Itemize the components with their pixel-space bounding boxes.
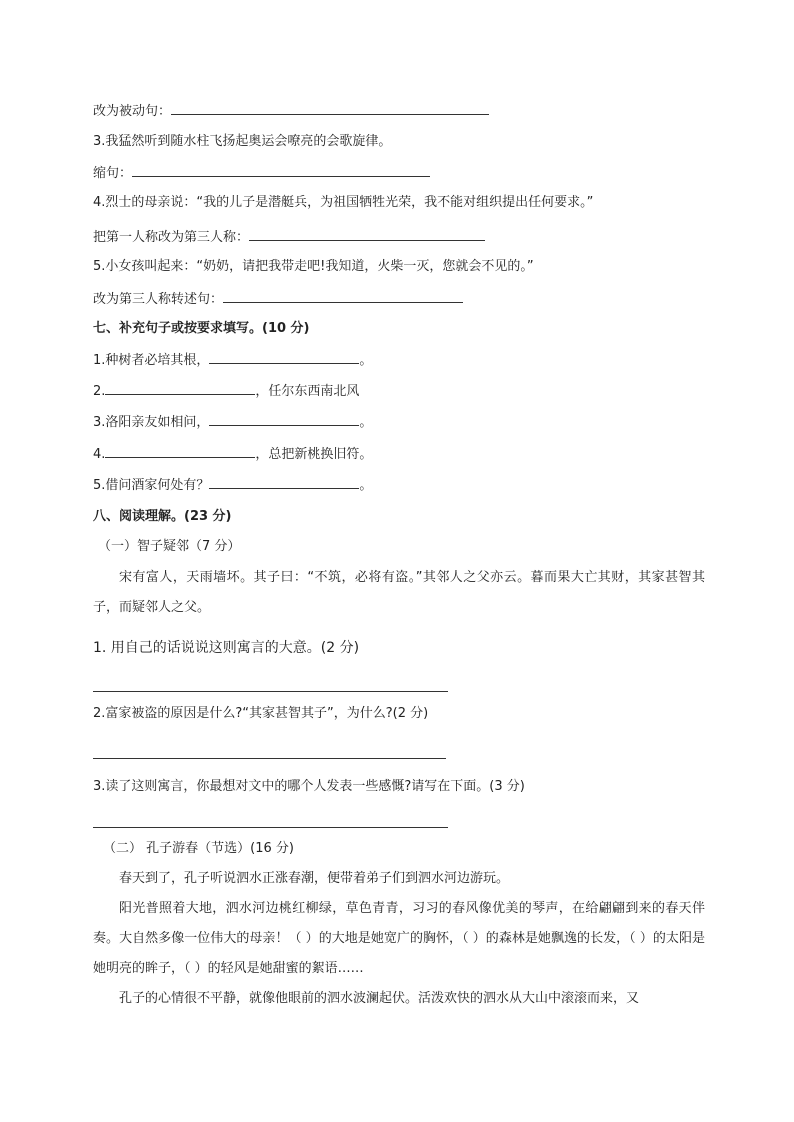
passage-paragraph: 宋有富人，天雨墙坏。其子曰：“不筑，必将有盗。”其邻人之父亦云。暮而果大亡其财，其家甚智其子，而疑邻人之父。 <box>93 570 705 615</box>
answer-blank[interactable] <box>105 445 255 458</box>
fill-item-prefix: 4. <box>93 447 106 462</box>
answer-line[interactable] <box>93 827 448 828</box>
question-4: 4.烈士的母亲说：“我的儿子是潜艇兵，为祖国牺牲光荣，我不能对组织提出任何要求。” <box>93 195 594 210</box>
reading-question-1: 1. 用自己的话说说这则寓言的大意。(2 分) <box>93 640 360 656</box>
section-8-heading: 八、阅读理解。(23 分) <box>93 509 232 524</box>
question-3: 3.我猛然听到随水柱飞扬起奥运会嘹亮的会歌旋律。 <box>93 134 392 149</box>
part-2-title: （二） 孔子游春（节选）(16 分) <box>103 841 294 856</box>
passive-sentence-row <box>93 102 489 121</box>
fill-item-5 <box>93 476 372 495</box>
reported-speech-label: 改为第三人称转述句： <box>93 292 224 307</box>
passage-paragraph: 春天到了，孔子听说泗水正涨春潮，便带着弟子们到泗水河边游玩。 <box>119 871 510 886</box>
passage-paragraph: 孔子的心情很不平静，就像他眼前的泗水波澜起伏。活泼欢快的泗水从大山中滚滚而来，又 <box>119 991 640 1006</box>
answer-blank[interactable] <box>249 228 485 241</box>
question-5: 5.小女孩叫起来：“奶奶，请把我带走吧!我知道，火柴一灭，您就会不见的。” <box>93 259 534 274</box>
fill-item-suffix: 。 <box>359 353 373 368</box>
passage-paragraph: 阳光普照着大地，泗水河边桃红柳绿，草色青青，习习的春风像优美的琴声，在给翩翩到来的春天伴奏。大自然多像一位伟大的母亲！（ ）的大地是她宽广的胸怀，（ ）的森林是她飘逸的长发，（ ）的太阳是她明亮的眸子，（ ）的轻风是她甜蜜的絮语…… <box>93 901 705 976</box>
fill-item-4 <box>93 445 372 464</box>
fill-item-prefix: 2. <box>93 384 106 399</box>
passive-label: 改为被动句： <box>93 104 172 119</box>
reading-question-2: 2.富家被盗的原因是什么?“其家甚智其子”，为什么?(2 分) <box>93 706 429 721</box>
part-1-title: （一）智子疑邻（7 分） <box>98 539 241 554</box>
answer-blank[interactable] <box>171 102 489 115</box>
fill-item-prefix: 3.洛阳亲友如相问， <box>93 415 210 430</box>
answer-line[interactable] <box>93 691 448 692</box>
third-person-label: 把第一人称改为第三人称： <box>93 230 250 245</box>
reading-question-3: 3.读了这则寓言，你最想对文中的哪个人发表一些感慨?请写在下面。(3 分) <box>93 779 525 794</box>
fill-item-suffix: ，任尔东西南北风 <box>255 384 360 399</box>
answer-blank[interactable] <box>209 476 359 489</box>
answer-blank[interactable] <box>105 382 255 395</box>
answer-blank[interactable] <box>209 413 359 426</box>
fill-item-prefix: 1.种树者必培其根， <box>93 353 210 368</box>
fill-item-suffix: ，总把新桃换旧符。 <box>255 447 373 462</box>
answer-blank[interactable] <box>209 351 359 364</box>
answer-blank[interactable] <box>132 164 430 177</box>
shorten-row <box>93 164 430 183</box>
reported-speech-row <box>93 290 463 309</box>
shorten-label: 缩句： <box>93 166 133 181</box>
answer-line[interactable] <box>93 758 446 759</box>
fill-item-3 <box>93 413 372 432</box>
answer-blank[interactable] <box>223 290 463 303</box>
fill-item-suffix: 。 <box>359 478 373 493</box>
fill-item-suffix: 。 <box>359 415 373 430</box>
part-2-passage <box>93 864 705 1014</box>
fill-item-prefix: 5.借问酒家何处有？ <box>93 478 210 493</box>
third-person-row <box>93 228 485 247</box>
part-1-passage <box>93 563 705 623</box>
section-7-heading: 七、补充句子或按要求填写。(10 分) <box>93 321 310 336</box>
fill-item-2 <box>93 382 359 401</box>
fill-item-1 <box>93 351 372 370</box>
